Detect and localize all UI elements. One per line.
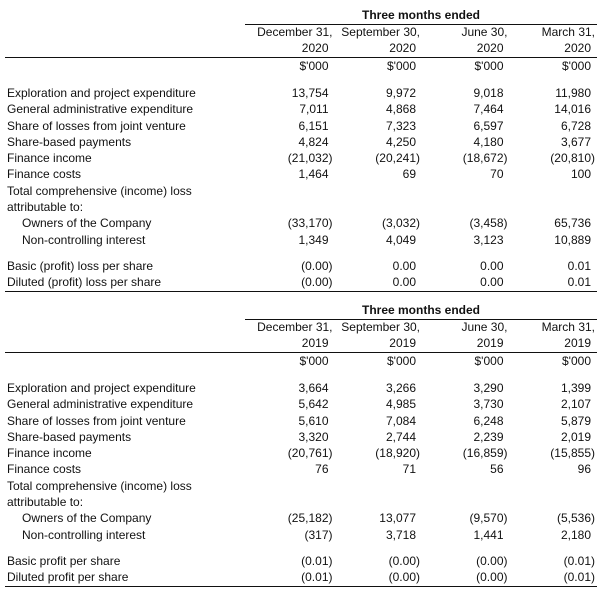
row-label: Share-based payments (7, 429, 132, 444)
cell-value: 0.00 (480, 275, 504, 290)
cell-value: (18,672) (462, 151, 508, 166)
header-row (0, 335, 595, 351)
row-label: Non-controlling interest (22, 232, 146, 247)
cell-value: (5,536) (556, 511, 595, 526)
cell-value: (20,761) (287, 446, 333, 461)
cell-value: 4,180 (473, 134, 504, 149)
table-row (0, 445, 595, 461)
cell-value: (0.01) (301, 570, 333, 585)
group-spacer (0, 543, 595, 553)
cell-value: 3,266 (385, 381, 416, 395)
cell-value: 6,728 (560, 118, 591, 133)
row-label: Exploration and project expenditure (7, 86, 196, 100)
units-row (0, 353, 595, 369)
header-row (0, 319, 595, 335)
cell-value: 6,597 (473, 118, 504, 133)
column-header: 2019 (301, 336, 329, 351)
row-label: Finance income (7, 446, 92, 461)
cell-value: (0.00) (476, 570, 508, 585)
column-header: March 31, (541, 25, 595, 39)
column-header: December 31, (257, 320, 333, 334)
cell-value: 14,016 (554, 102, 591, 117)
units-label: $'000 (387, 59, 416, 73)
cell-value: (15,855) (550, 446, 595, 461)
cell-value (245, 494, 333, 510)
table-row (0, 510, 595, 526)
cell-value (508, 183, 596, 199)
cell-value: 1,349 (298, 232, 329, 247)
cell-value: 5,879 (560, 413, 591, 428)
header-spacer (0, 319, 245, 335)
cell-value: 3,677 (560, 134, 591, 149)
table-row (0, 134, 595, 150)
table-title: Three months ended (361, 303, 480, 317)
row-label: Non-controlling interest (22, 527, 146, 542)
row-label: Share of losses from joint venture (7, 413, 186, 428)
cell-value (420, 494, 508, 510)
table-body (0, 380, 595, 586)
cell-value: 71 (402, 462, 416, 477)
table-row (0, 478, 595, 494)
cell-value: 3,730 (473, 397, 504, 412)
cell-value: 2,744 (385, 429, 416, 444)
units-spacer (0, 58, 245, 74)
row-label: Diluted (profit) loss per share (7, 275, 162, 290)
column-header: September 30, (341, 320, 420, 334)
header-row (0, 40, 595, 56)
cell-value (508, 494, 596, 510)
row-label: Exploration and project expenditure (7, 381, 196, 395)
cell-value: (20,810) (550, 151, 595, 166)
cell-value: 7,464 (473, 102, 504, 117)
cell-value: 96 (577, 462, 591, 477)
table-row (0, 569, 595, 585)
cell-value: 2,019 (560, 429, 591, 444)
row-label: Diluted profit per share (7, 570, 129, 585)
cell-value: 56 (490, 462, 504, 477)
cell-value: 7,084 (385, 413, 416, 428)
cell-value: 0.01 (567, 258, 591, 273)
row-label: Owners of the Company (22, 216, 152, 231)
cell-value: 6,248 (473, 413, 504, 428)
table-row (0, 199, 595, 215)
cell-value (333, 478, 421, 494)
cell-value: 65,736 (554, 216, 591, 231)
cell-value: 4,868 (385, 102, 416, 117)
row-label: Share-based payments (7, 134, 132, 149)
cell-value: 76 (315, 462, 329, 477)
cell-value: 4,250 (385, 134, 416, 149)
cell-value: 13,077 (379, 511, 416, 526)
cell-value (420, 478, 508, 494)
table-row (0, 85, 595, 101)
cell-value: (3,032) (381, 216, 420, 231)
table-row (0, 461, 595, 477)
column-header: 2020 (564, 41, 591, 56)
cell-value: (9,570) (469, 511, 508, 526)
cell-value: (0.00) (476, 553, 508, 568)
column-header: 2019 (564, 336, 591, 351)
cell-value: 5,642 (298, 397, 329, 412)
cell-value: (0.00) (301, 275, 333, 290)
cell-value: (0.01) (563, 570, 595, 585)
financial-table-2020 (0, 7, 600, 297)
cell-value: (16,859) (462, 446, 508, 461)
cell-value: 0.00 (480, 258, 504, 273)
row-label: General administrative expenditure (7, 102, 194, 117)
cell-value: 10,889 (554, 232, 591, 247)
table-row (0, 183, 595, 199)
cell-value: 7,323 (385, 118, 416, 133)
cell-value: (25,182) (287, 511, 333, 526)
row-label: Finance costs (7, 167, 82, 182)
cell-value: 9,018 (473, 86, 504, 100)
row-label: Owners of the Company (22, 511, 152, 526)
row-label: Total comprehensive (income) loss (7, 183, 192, 198)
cell-value: 0.01 (567, 275, 591, 290)
cell-value: (0.00) (301, 258, 333, 273)
table-row (0, 232, 595, 248)
cell-value (245, 199, 333, 215)
cell-value: 69 (402, 167, 416, 182)
column-header: 2019 (476, 336, 504, 351)
cell-value (245, 478, 333, 494)
group-spacer (0, 248, 595, 258)
row-label: Share of losses from joint venture (7, 118, 186, 133)
cell-value: 4,985 (385, 397, 416, 412)
cell-value: 3,718 (385, 527, 416, 542)
table-row (0, 413, 595, 429)
table-row (0, 258, 595, 274)
header-row (0, 24, 595, 40)
cell-value: 5,610 (298, 413, 329, 428)
cell-value: 3,123 (473, 232, 504, 247)
table-row (0, 166, 595, 182)
cell-value: (21,032) (287, 151, 333, 166)
table-row (0, 396, 595, 412)
cell-value (333, 199, 421, 215)
table-title: Three months ended (361, 8, 480, 22)
cell-value: 70 (490, 167, 504, 182)
table-row (0, 380, 595, 396)
row-label: attributable to: (7, 495, 84, 510)
cell-value: 0.00 (392, 258, 416, 273)
table-row (0, 494, 595, 510)
cell-value: 1,464 (298, 167, 329, 182)
header-spacer (0, 335, 245, 351)
cell-value: 4,824 (298, 134, 329, 149)
cell-value: (0.01) (301, 553, 333, 568)
table-row (0, 527, 595, 543)
units-row (0, 58, 595, 74)
row-label: Total comprehensive (income) loss (7, 478, 192, 493)
cell-value (333, 183, 421, 199)
cell-value: (3,458) (469, 216, 508, 231)
table-body (0, 85, 595, 291)
column-header: March 31, (541, 320, 595, 334)
cell-value: 3,290 (473, 381, 504, 395)
column-header: 2020 (389, 41, 416, 56)
cell-value: 13,754 (291, 86, 329, 100)
units-label: $'000 (387, 354, 416, 368)
table-row (0, 553, 595, 569)
cell-value: 1,399 (560, 381, 591, 395)
cell-value: (0.00) (388, 570, 420, 585)
units-label: $'000 (562, 354, 591, 368)
cell-value: (0.01) (563, 553, 595, 568)
cell-value: (20,241) (375, 151, 420, 166)
cell-value: 2,239 (473, 429, 504, 444)
cell-value (420, 199, 508, 215)
cell-value: 100 (570, 167, 591, 182)
cell-value (420, 183, 508, 199)
cell-value: (18,920) (375, 446, 420, 461)
cell-value: (33,170) (287, 216, 333, 231)
column-header: 2020 (301, 41, 329, 56)
units-spacer (0, 353, 245, 369)
header-spacer (0, 40, 245, 56)
row-label: Finance income (7, 151, 92, 166)
units-label: $'000 (474, 354, 504, 368)
table-row (0, 215, 595, 231)
column-header: 2020 (476, 41, 504, 56)
column-headers (0, 319, 595, 352)
financial-table-2019 (0, 302, 600, 592)
table-row (0, 150, 595, 166)
column-header: December 31, (257, 25, 333, 39)
row-label: attributable to: (7, 200, 84, 215)
row-label: Finance costs (7, 462, 82, 477)
units-label: $'000 (562, 59, 591, 73)
units-label: $'000 (299, 59, 329, 73)
column-header: 2019 (389, 336, 416, 351)
column-headers (0, 24, 595, 57)
cell-value: 2,180 (560, 527, 591, 542)
bottom-rule (5, 291, 597, 292)
row-label: General administrative expenditure (7, 397, 194, 412)
table-row (0, 274, 595, 290)
cell-value (245, 183, 333, 199)
cell-value: 9,972 (385, 86, 416, 100)
table-row (0, 118, 595, 134)
cell-value (508, 478, 596, 494)
row-label: Basic (profit) loss per share (7, 258, 154, 273)
cell-value (333, 494, 421, 510)
row-label: Basic profit per share (7, 553, 121, 568)
cell-value: 6,151 (298, 118, 329, 133)
units-label: $'000 (474, 59, 504, 73)
bottom-rule (5, 586, 597, 587)
cell-value: 0.00 (392, 275, 416, 290)
cell-value: 2,107 (560, 397, 591, 412)
cell-value: 4,049 (385, 232, 416, 247)
table-row (0, 101, 595, 117)
table-row (0, 429, 595, 445)
cell-value: 3,664 (298, 381, 329, 395)
column-header: June 30, (461, 320, 508, 334)
cell-value: (0.00) (388, 553, 420, 568)
cell-value: 1,441 (473, 527, 504, 542)
cell-value: 7,011 (299, 102, 329, 117)
cell-value: 3,320 (298, 429, 329, 444)
cell-value (508, 199, 596, 215)
cell-value: 11,980 (555, 86, 591, 100)
cell-value: (317) (304, 527, 333, 542)
column-header: September 30, (341, 25, 420, 39)
header-spacer (0, 24, 245, 40)
units-label: $'000 (299, 354, 329, 368)
column-header: June 30, (461, 25, 508, 39)
